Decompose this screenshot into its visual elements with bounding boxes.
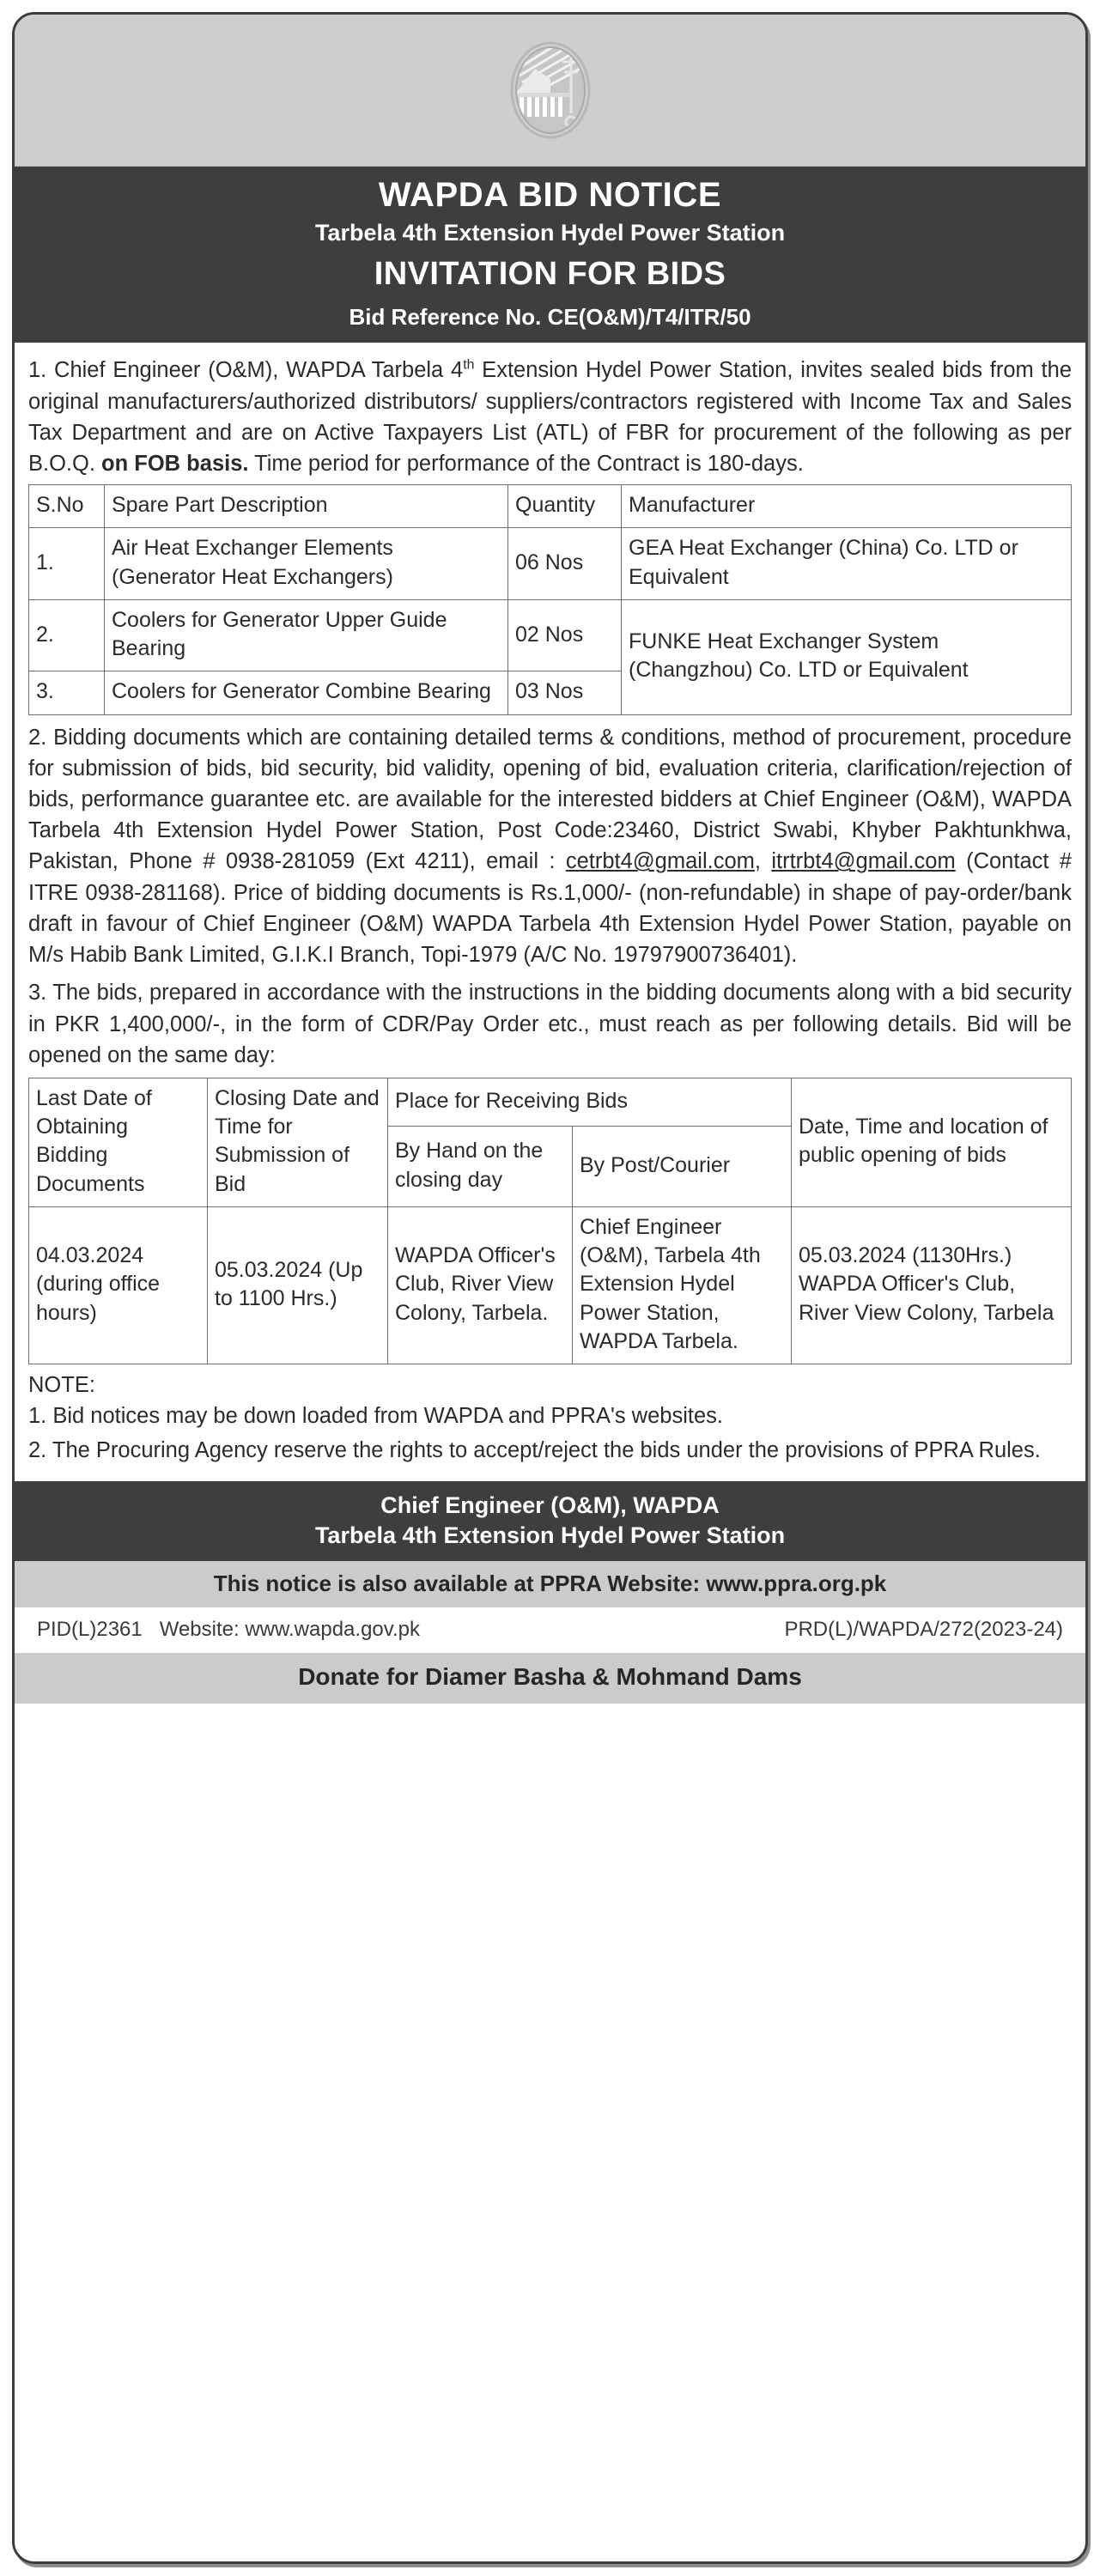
cell-manufacturer-merged: FUNKE Heat Exchanger System (Changzhou) Co. LTD or Equivalent bbox=[622, 599, 1072, 714]
table-row bbox=[29, 1206, 1072, 1364]
pid-left-group bbox=[37, 1618, 420, 1642]
header-by-hand: By Hand on the closing day bbox=[388, 1127, 573, 1207]
p2-separator: , bbox=[754, 849, 772, 874]
pid-number: PID(L)2361 bbox=[37, 1618, 143, 1642]
cell-quantity: 03 Nos bbox=[508, 671, 622, 714]
header-quantity: Quantity bbox=[508, 485, 622, 528]
cell-quantity: 02 Nos bbox=[508, 599, 622, 671]
cell-description: Air Heat Exchanger Elements (Generator Heat Exchangers) bbox=[105, 528, 508, 600]
prd-number: PRD(L)/WAPDA/272(2023-24) bbox=[784, 1618, 1063, 1642]
logo-band bbox=[15, 15, 1085, 167]
p1-text-c: Time period for performance of the Contract is 180-days. bbox=[248, 451, 804, 476]
spare-parts-table bbox=[28, 484, 1072, 715]
p2-text-a: 2. Bidding documents which are containing detailed terms & conditions, method of procurement, procedure for submission of bids, bid security, bid validity, opening of bid, evaluation criteria, clarification/rejection of bids, performance guarantee etc. are available for the interested bidders at Chief Engineer (O&M), WAPDA Tarbela 4th Extension Hydel Power Station, Post Code:23460, District Swabi, Khyber Pakhtunkhwa, Pakistan, Phone # 0938-281059 (Ext 4211), email : bbox=[28, 725, 1072, 874]
header-opening: Date, Time and location of public opening of bids bbox=[792, 1078, 1072, 1206]
signature-line-2: Tarbela 4th Extension Hydel Power Station bbox=[314, 1522, 786, 1548]
header-place-group: Place for Receiving Bids bbox=[388, 1078, 792, 1126]
cell-sno: 2. bbox=[29, 599, 105, 671]
cell-by-post: Chief Engineer (O&M), Tarbela 4th Extension Hydel Power Station, WAPDA Tarbela. bbox=[573, 1206, 792, 1364]
p1-superscript: th bbox=[463, 357, 475, 373]
notice-body bbox=[15, 343, 1085, 1481]
note-item-1: 1. Bid notices may be down loaded from WAPDA and PPRA's websites. bbox=[28, 1404, 723, 1429]
invitation-title: INVITATION FOR BIDS bbox=[374, 255, 726, 292]
donate-band: Donate for Diamer Basha & Mohmand Dams bbox=[15, 1653, 1085, 1704]
pid-band bbox=[15, 1607, 1085, 1653]
header-sno: S.No bbox=[29, 485, 105, 528]
table-row bbox=[29, 528, 1072, 600]
p1-text-a: 1. Chief Engineer (O&M), WAPDA Tarbela 4 bbox=[28, 358, 464, 383]
cell-sno: 3. bbox=[29, 671, 105, 714]
cell-last-date: 04.03.2024 (during office hours) bbox=[29, 1206, 208, 1364]
note-heading: NOTE: bbox=[28, 1373, 95, 1398]
header-closing-date: Closing Date and Time for Submission of Bid bbox=[208, 1078, 388, 1206]
notice-subtitle: Tarbela 4th Extension Hydel Power Station bbox=[314, 220, 786, 246]
paragraph-3: 3. The bids, prepared in accordance with the instructions in the bidding documents along with a bid security in PKR 1,400,000/-, in the form of CDR/Pay Order etc., must reach as per following details. Bid will be opened on the same day: bbox=[28, 981, 1072, 1067]
cell-manufacturer: GEA Heat Exchanger (China) Co. LTD or Equivalent bbox=[622, 528, 1072, 600]
header-description: Spare Part Description bbox=[105, 485, 508, 528]
cell-sno: 1. bbox=[29, 528, 105, 600]
p1-fob-bold: on FOB basis. bbox=[101, 451, 249, 476]
table-row bbox=[29, 599, 1072, 671]
cell-quantity: 06 Nos bbox=[508, 528, 622, 600]
schedule-header-row-1 bbox=[29, 1078, 1072, 1126]
wapda-emblem-icon bbox=[506, 39, 595, 141]
signature-band bbox=[15, 1481, 1085, 1561]
note-item-2: 2. The Procuring Agency reserve the rights to accept/reject the bids under the provisions of PPRA Rules. bbox=[28, 1438, 1041, 1463]
header-last-date: Last Date of Obtaining Bidding Documents bbox=[29, 1078, 208, 1206]
email-link-cetrbt4[interactable]: cetrbt4@gmail.com bbox=[565, 849, 755, 874]
cell-description: Coolers for Generator Combine Bearing bbox=[105, 671, 508, 714]
cell-by-hand: WAPDA Officer's Club, River View Colony, Tarbela. bbox=[388, 1206, 573, 1364]
table-header-row bbox=[29, 485, 1072, 528]
notice-frame bbox=[12, 12, 1088, 2564]
header-manufacturer: Manufacturer bbox=[622, 485, 1072, 528]
cell-description: Coolers for Generator Upper Guide Bearing bbox=[105, 599, 508, 671]
p2-text-b: (Contact # ITRE 0938-281168). Price of bidding documents is Rs.1,000/- (non-refundable) in shape of pay-order/bank draft in favour of Chief Engineer (O&M) WAPDA Tarbela 4th Extension Hydel Power Station, payable on M/s Habib Bank Limited, G.I.K.I Branch, Topi-1979 (A/C No. 19797900736401). bbox=[28, 849, 1073, 968]
schedule-table bbox=[28, 1078, 1072, 1364]
email-link-itrtrbt4[interactable]: itrtrbt4@gmail.com bbox=[771, 849, 956, 874]
paragraph-1 bbox=[28, 355, 1072, 479]
note-block bbox=[28, 1370, 1072, 1481]
ppra-website-band: This notice is also available at PPRA Website: www.ppra.org.pk bbox=[15, 1561, 1085, 1607]
bid-reference: Bid Reference No. CE(O&M)/T4/ITR/50 bbox=[349, 304, 751, 331]
cell-opening: 05.03.2024 (1130Hrs.) WAPDA Officer's Club, River View Colony, Tarbela bbox=[792, 1206, 1072, 1364]
p1-text-b: Extension Hydel Power Station, invites sealed bids from the original manufacturers/authorized distributors/ suppliers/contractors registered with Income Tax and Sales Tax Department and are on Active Taxpayers List (ATL) of FBR for procurement of the following as per B.O.Q. bbox=[28, 358, 1072, 476]
wapda-website: Website: www.wapda.gov.pk bbox=[159, 1618, 420, 1642]
signature-line-1: Chief Engineer (O&M), WAPDA bbox=[380, 1492, 720, 1519]
cell-closing-date: 05.03.2024 (Up to 1100 Hrs.) bbox=[208, 1206, 388, 1364]
header-by-post: By Post/Courier bbox=[573, 1127, 792, 1207]
paragraph-2 bbox=[28, 722, 1072, 971]
title-band bbox=[15, 167, 1085, 343]
notice-title: WAPDA BID NOTICE bbox=[378, 176, 722, 214]
